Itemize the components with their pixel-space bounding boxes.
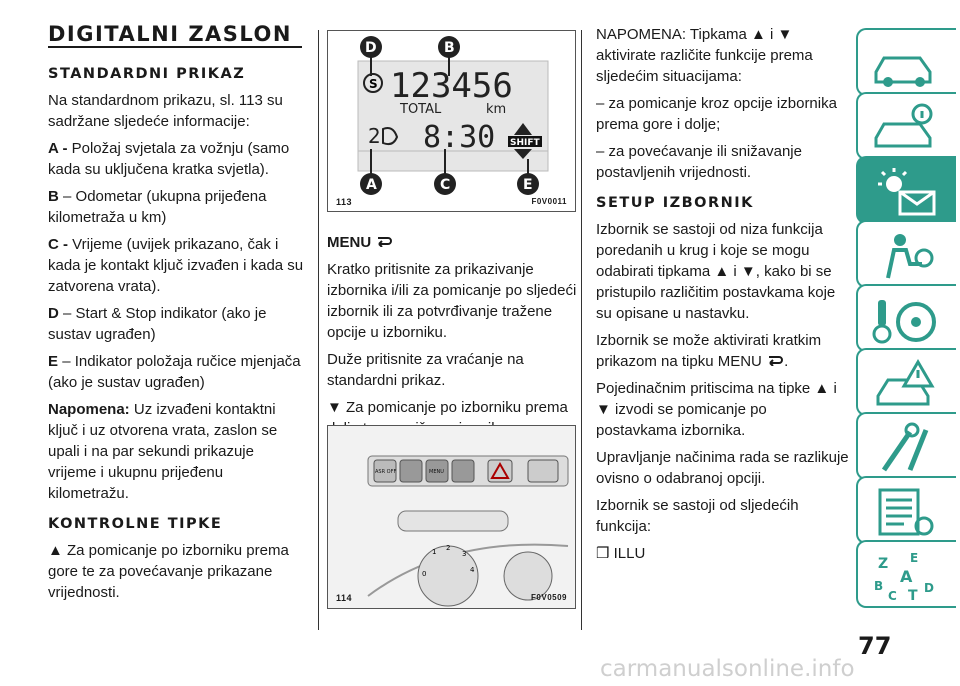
page-number: 77 <box>858 632 892 660</box>
callout-c: C <box>440 177 451 193</box>
item-key: A - <box>48 140 68 157</box>
section-heading-standard: STANDARDNI PRIKAZ <box>48 66 246 82</box>
asr-off-label: ASR OFF <box>375 469 397 475</box>
down-key-text: ▼ Za pomicanje po izborniku prema <box>327 399 568 416</box>
item-text: Položaj svjetala za vožnju (samo kada su uključena kratka svjetla). <box>48 140 290 178</box>
item-a <box>48 138 306 180</box>
item-text: – Start & Stop indikator (ako je sustav ugrađen) <box>48 305 267 343</box>
odometer-value: 123456 <box>390 66 513 106</box>
section-heading-controls: KONTROLNE TIPKE <box>48 516 223 532</box>
setup-text-5: Izbornik se sastoji od sljedećih funkcija: <box>596 497 799 535</box>
gear-value: 2 <box>368 124 381 148</box>
svg-text:D: D <box>924 581 934 595</box>
section-heading-setup: SETUP IZBORNIK <box>596 195 754 211</box>
tab-lights-messages[interactable] <box>856 156 956 224</box>
figure-number: 113 <box>336 197 353 207</box>
tab-seat-airbag[interactable] <box>856 220 956 288</box>
warning-triangle-icon <box>870 356 940 412</box>
menu-return-icon <box>375 234 393 251</box>
figure-number: 114 <box>336 593 353 603</box>
figure-114 <box>327 425 576 609</box>
svg-text:T: T <box>908 588 918 604</box>
menu-heading <box>327 232 577 253</box>
svg-text:S: S <box>369 77 378 91</box>
figure-code: F0V0011 <box>531 197 567 206</box>
callout-a: A <box>366 177 377 193</box>
up-key-text: ▲ Za pomicanje po izborniku prema gore te za povećavanje prikazane vrijednosti. <box>48 542 289 601</box>
note2-text-3: – za povećavanje ili snižavanje postavljenih vrijednosti. <box>596 143 802 181</box>
item-c <box>48 234 306 297</box>
shift-label: SHIFT <box>510 138 540 148</box>
car-info-icon <box>870 100 940 156</box>
note <box>48 399 306 504</box>
setup-text-2: Izbornik se može aktivirati kratkim prikazom na tipku MENU . <box>596 332 822 370</box>
lcd-display-illustration <box>328 31 575 211</box>
column-right <box>596 24 850 570</box>
column-divider <box>318 30 319 630</box>
intro-text: Na standardnom prikazu, sl. 113 su sadržane sljedeće informacije: <box>48 92 283 130</box>
total-label: TOTAL <box>400 102 442 117</box>
setup-text-4: Upravljanje načinima rada se razlikuje ovisno o odabranoj opciji. <box>596 449 849 487</box>
dial-1: 1 <box>432 548 437 556</box>
callout-b: B <box>444 40 455 56</box>
setup-text-3: Pojedinačnim pritiscima na tipke ▲ i ▼ izvodi se pomicanje po postavkama izbornika. <box>596 380 837 439</box>
car-icon <box>870 36 940 92</box>
title-rule <box>48 46 302 48</box>
setup-text-2-label: Izbornik se može aktivirati kratkim prikazom na tipku MENU <box>596 332 822 370</box>
callout-d: D <box>365 40 377 56</box>
note-label: Napomena: <box>48 401 130 418</box>
dial-2: 2 <box>446 544 451 552</box>
time-value: 8:30 <box>423 120 496 155</box>
figure-code: F0V0509 <box>531 593 567 602</box>
column-divider <box>581 30 582 630</box>
item-text: Vrijeme (uvijek prikazano, čak i kada je kontakt ključ izvađen i kada su zatvorena vrata). <box>48 236 304 295</box>
tab-alphabetical-index[interactable] <box>856 540 956 608</box>
menu-heading-label: MENU <box>327 234 372 251</box>
item-text: – Indikator položaja ručice mjenjača (ako je sustav ugrađen) <box>48 353 301 391</box>
svg-text:E: E <box>910 551 919 565</box>
ignition-steering-icon <box>870 292 940 348</box>
tools-icon <box>870 420 940 476</box>
setup-item-illu: ❒ ILLU <box>596 545 646 562</box>
menu-text-2: Duže pritisnite za vraćanje na standardni prikaz. <box>327 351 524 389</box>
callout-e: E <box>523 177 533 193</box>
menu-return-icon <box>766 353 784 370</box>
dial-0: 0 <box>422 570 427 578</box>
tab-ignition-steering[interactable] <box>856 284 956 352</box>
tab-specs[interactable] <box>856 476 956 544</box>
dial-4: 4 <box>470 566 475 574</box>
lights-messages-icon <box>870 164 940 220</box>
specs-list-icon <box>870 484 940 540</box>
unit-label: km <box>486 102 507 117</box>
item-key: C - <box>48 236 68 253</box>
svg-text:C: C <box>888 589 897 603</box>
menu-button-label: MENU <box>429 469 444 475</box>
svg-text:A: A <box>900 567 913 586</box>
note2-text-2: – za pomicanje kroz opcije izbornika prema gore i dolje; <box>596 95 837 133</box>
note2-text-1: NAPOMENA: Tipkama ▲ i ▼ aktivirate različite funkcije prema sljedećim situacijama: <box>596 26 813 85</box>
svg-text:B: B <box>874 579 884 593</box>
note-text: Uz izvađeni kontaktni ključ i uz otvorena vrata, zaslon se upali i na par sekundi prikazuje vrijeme i ukupnu prijeđenu kilometražu. <box>48 401 278 502</box>
figure-113 <box>327 30 576 212</box>
setup-text-1: Izbornik se sastoji od niza funkcija poredanih u krug i koje se mogu odabirati tipkama ▲ i ▼, kako bi se pristupilo različitim postavkama koje su opisane u nastavku. <box>596 221 836 322</box>
tab-car-info[interactable] <box>856 92 956 160</box>
tab-warning[interactable] <box>856 348 956 416</box>
item-key: D <box>48 305 59 322</box>
item-e <box>48 351 306 393</box>
item-d <box>48 303 306 345</box>
alphabetical-index-icon <box>870 548 940 604</box>
tab-car[interactable] <box>856 28 956 96</box>
item-key: E <box>48 353 59 370</box>
item-key: B <box>48 188 59 205</box>
watermark: carmanualsonline.info <box>600 656 855 682</box>
menu-text-1: Kratko pritisnite za prikazivanje izbornika i/ili za pomicanje po sljedeći izbornik ili za potvrđivanje tražene opcije u izborniku. <box>327 261 577 341</box>
page-title: DIGITALNI ZASLON <box>48 22 292 46</box>
item-b <box>48 186 306 228</box>
svg-text:Z: Z <box>878 556 889 572</box>
dial-3: 3 <box>462 550 467 558</box>
column-left <box>48 64 306 609</box>
seat-airbag-icon <box>870 228 940 284</box>
dashboard-buttons-illustration <box>328 426 575 608</box>
item-text: – Odometar (ukupna prijeđena kilometraža u km) <box>48 188 267 226</box>
tab-tools[interactable] <box>856 412 956 480</box>
